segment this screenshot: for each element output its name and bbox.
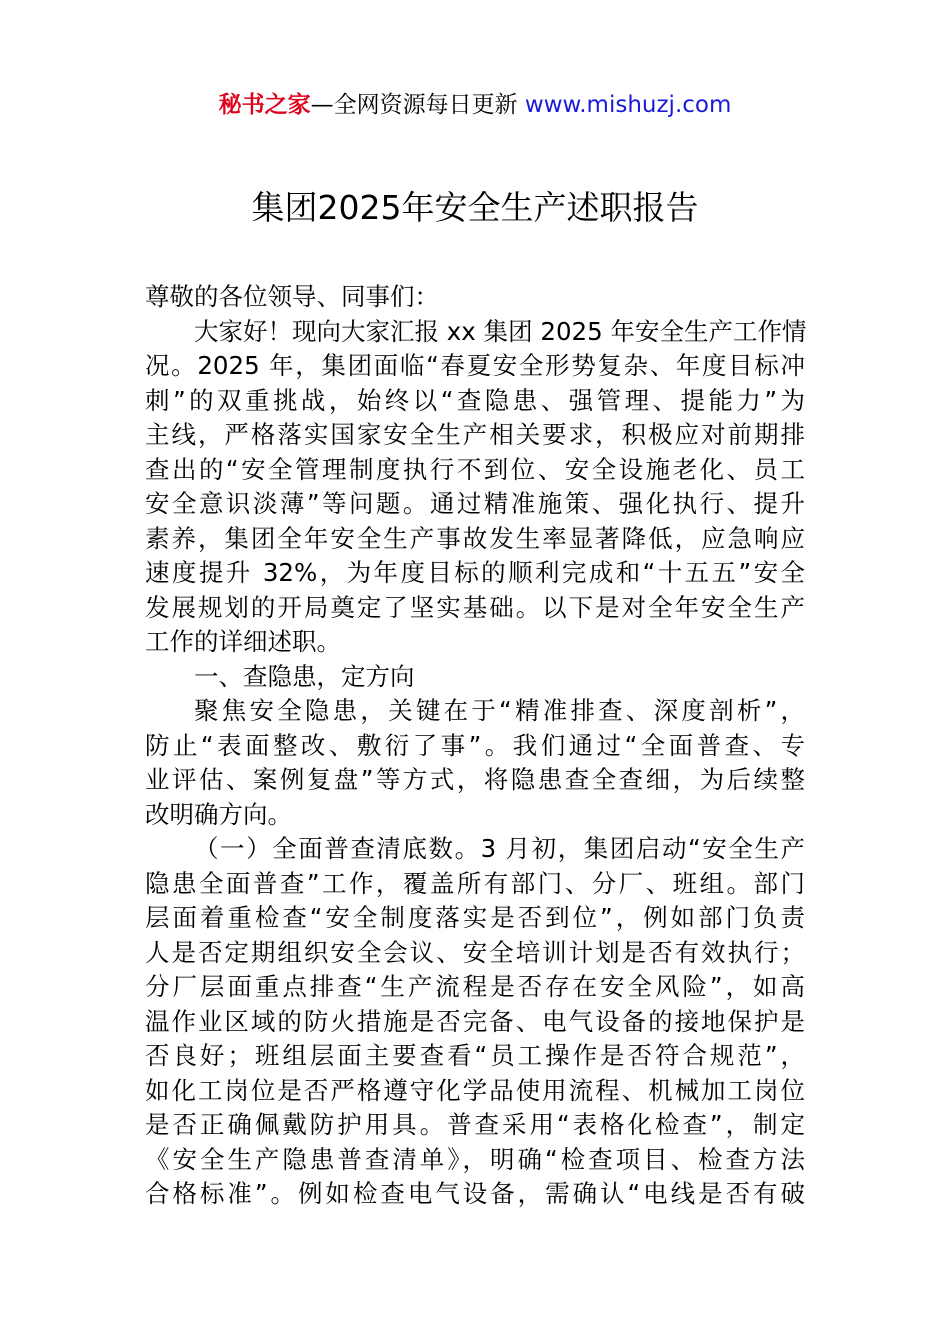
- paragraph-line: 刺”的双重挑战，始终以“查隐患、强管理、提能力”为: [145, 385, 805, 415]
- brand-name: 秘书之家: [218, 92, 311, 118]
- paragraph-line: 大家好！现向大家汇报 xx 集团 2025 年安全生产工作情: [194, 316, 807, 346]
- paragraph-line: 分厂层面重点排查“生产流程是否存在安全风险”，如高: [145, 972, 805, 1001]
- paragraph-line: 是否正确佩戴防护用具。普查采用“表格化检查”，制定: [145, 1110, 805, 1139]
- section-heading: 一、查隐患，定方向: [194, 661, 415, 691]
- paragraph-line: 合格标准”。例如检查电气设备，需确认“电线是否有破: [145, 1179, 805, 1208]
- paragraph-line: 《安全生产隐患普查清单》，明确“检查项目、检查方法: [145, 1144, 805, 1174]
- paragraph-line: 温作业区域的防火措施是否完备、电气设备的接地保护是: [145, 1006, 805, 1036]
- paragraph-line: 层面着重检查“安全制度落实是否到位”，例如部门负责: [145, 903, 805, 932]
- paragraph-line: 防止“表面整改、敷衍了事”。我们通过“全面普查、专: [145, 730, 805, 760]
- paragraph-line: 否良好；班组层面主要查看“员工操作是否符合规范”，: [145, 1041, 805, 1070]
- paragraph-line: （一）全面普查清底数。3 月初，集团启动“安全生产: [194, 834, 805, 863]
- site-url-link[interactable]: www.mishuzj.com: [524, 92, 732, 118]
- paragraph-line: 人是否定期组织安全会议、安全培训计划是否有效执行；: [145, 937, 805, 967]
- header-tagline: —全网资源每日更新: [310, 92, 518, 118]
- paragraph-line: 隐患全面普查”工作，覆盖所有部门、分厂、班组。部门: [145, 868, 805, 898]
- paragraph-line: 查出的“安全管理制度执行不到位、安全设施老化、员工: [145, 454, 805, 484]
- paragraph-line: 发展规划的开局奠定了坚实基础。以下是对全年安全生产: [145, 592, 805, 622]
- paragraph-line: 速度提升 32%，为年度目标的顺利完成和“十五五”安全: [145, 558, 805, 587]
- document-body: [145, 280, 805, 1212]
- paragraph-line: 业评估、案例复盘”等方式，将隐患查全查细，为后续整: [145, 765, 805, 794]
- paragraph-line: 主线，严格落实国家安全生产相关要求，积极应对前期排: [145, 420, 805, 449]
- paragraph-line: 安全意识淡薄”等问题。通过精准施策、强化执行、提升: [145, 489, 805, 518]
- document-title: 集团2025年安全生产述职报告: [251, 188, 699, 227]
- paragraph-line: 工作的详细述职。: [145, 627, 341, 656]
- paragraph-line: 况。2025 年，集团面临“春夏安全形势复杂、年度目标冲: [145, 351, 805, 380]
- salutation-line: 尊敬的各位领导、同事们：: [145, 282, 439, 311]
- paragraph-line: 如化工岗位是否严格遵守化学品使用流程、机械加工岗位: [145, 1075, 805, 1105]
- paragraph-line: 改明确方向。: [145, 799, 292, 829]
- site-header: [0, 88, 950, 122]
- paragraph-line: 聚焦安全隐患，关键在于“精准排查、深度剖析”，: [194, 696, 805, 725]
- paragraph-line: 素养，集团全年安全生产事故发生率显著降低，应急响应: [145, 523, 805, 553]
